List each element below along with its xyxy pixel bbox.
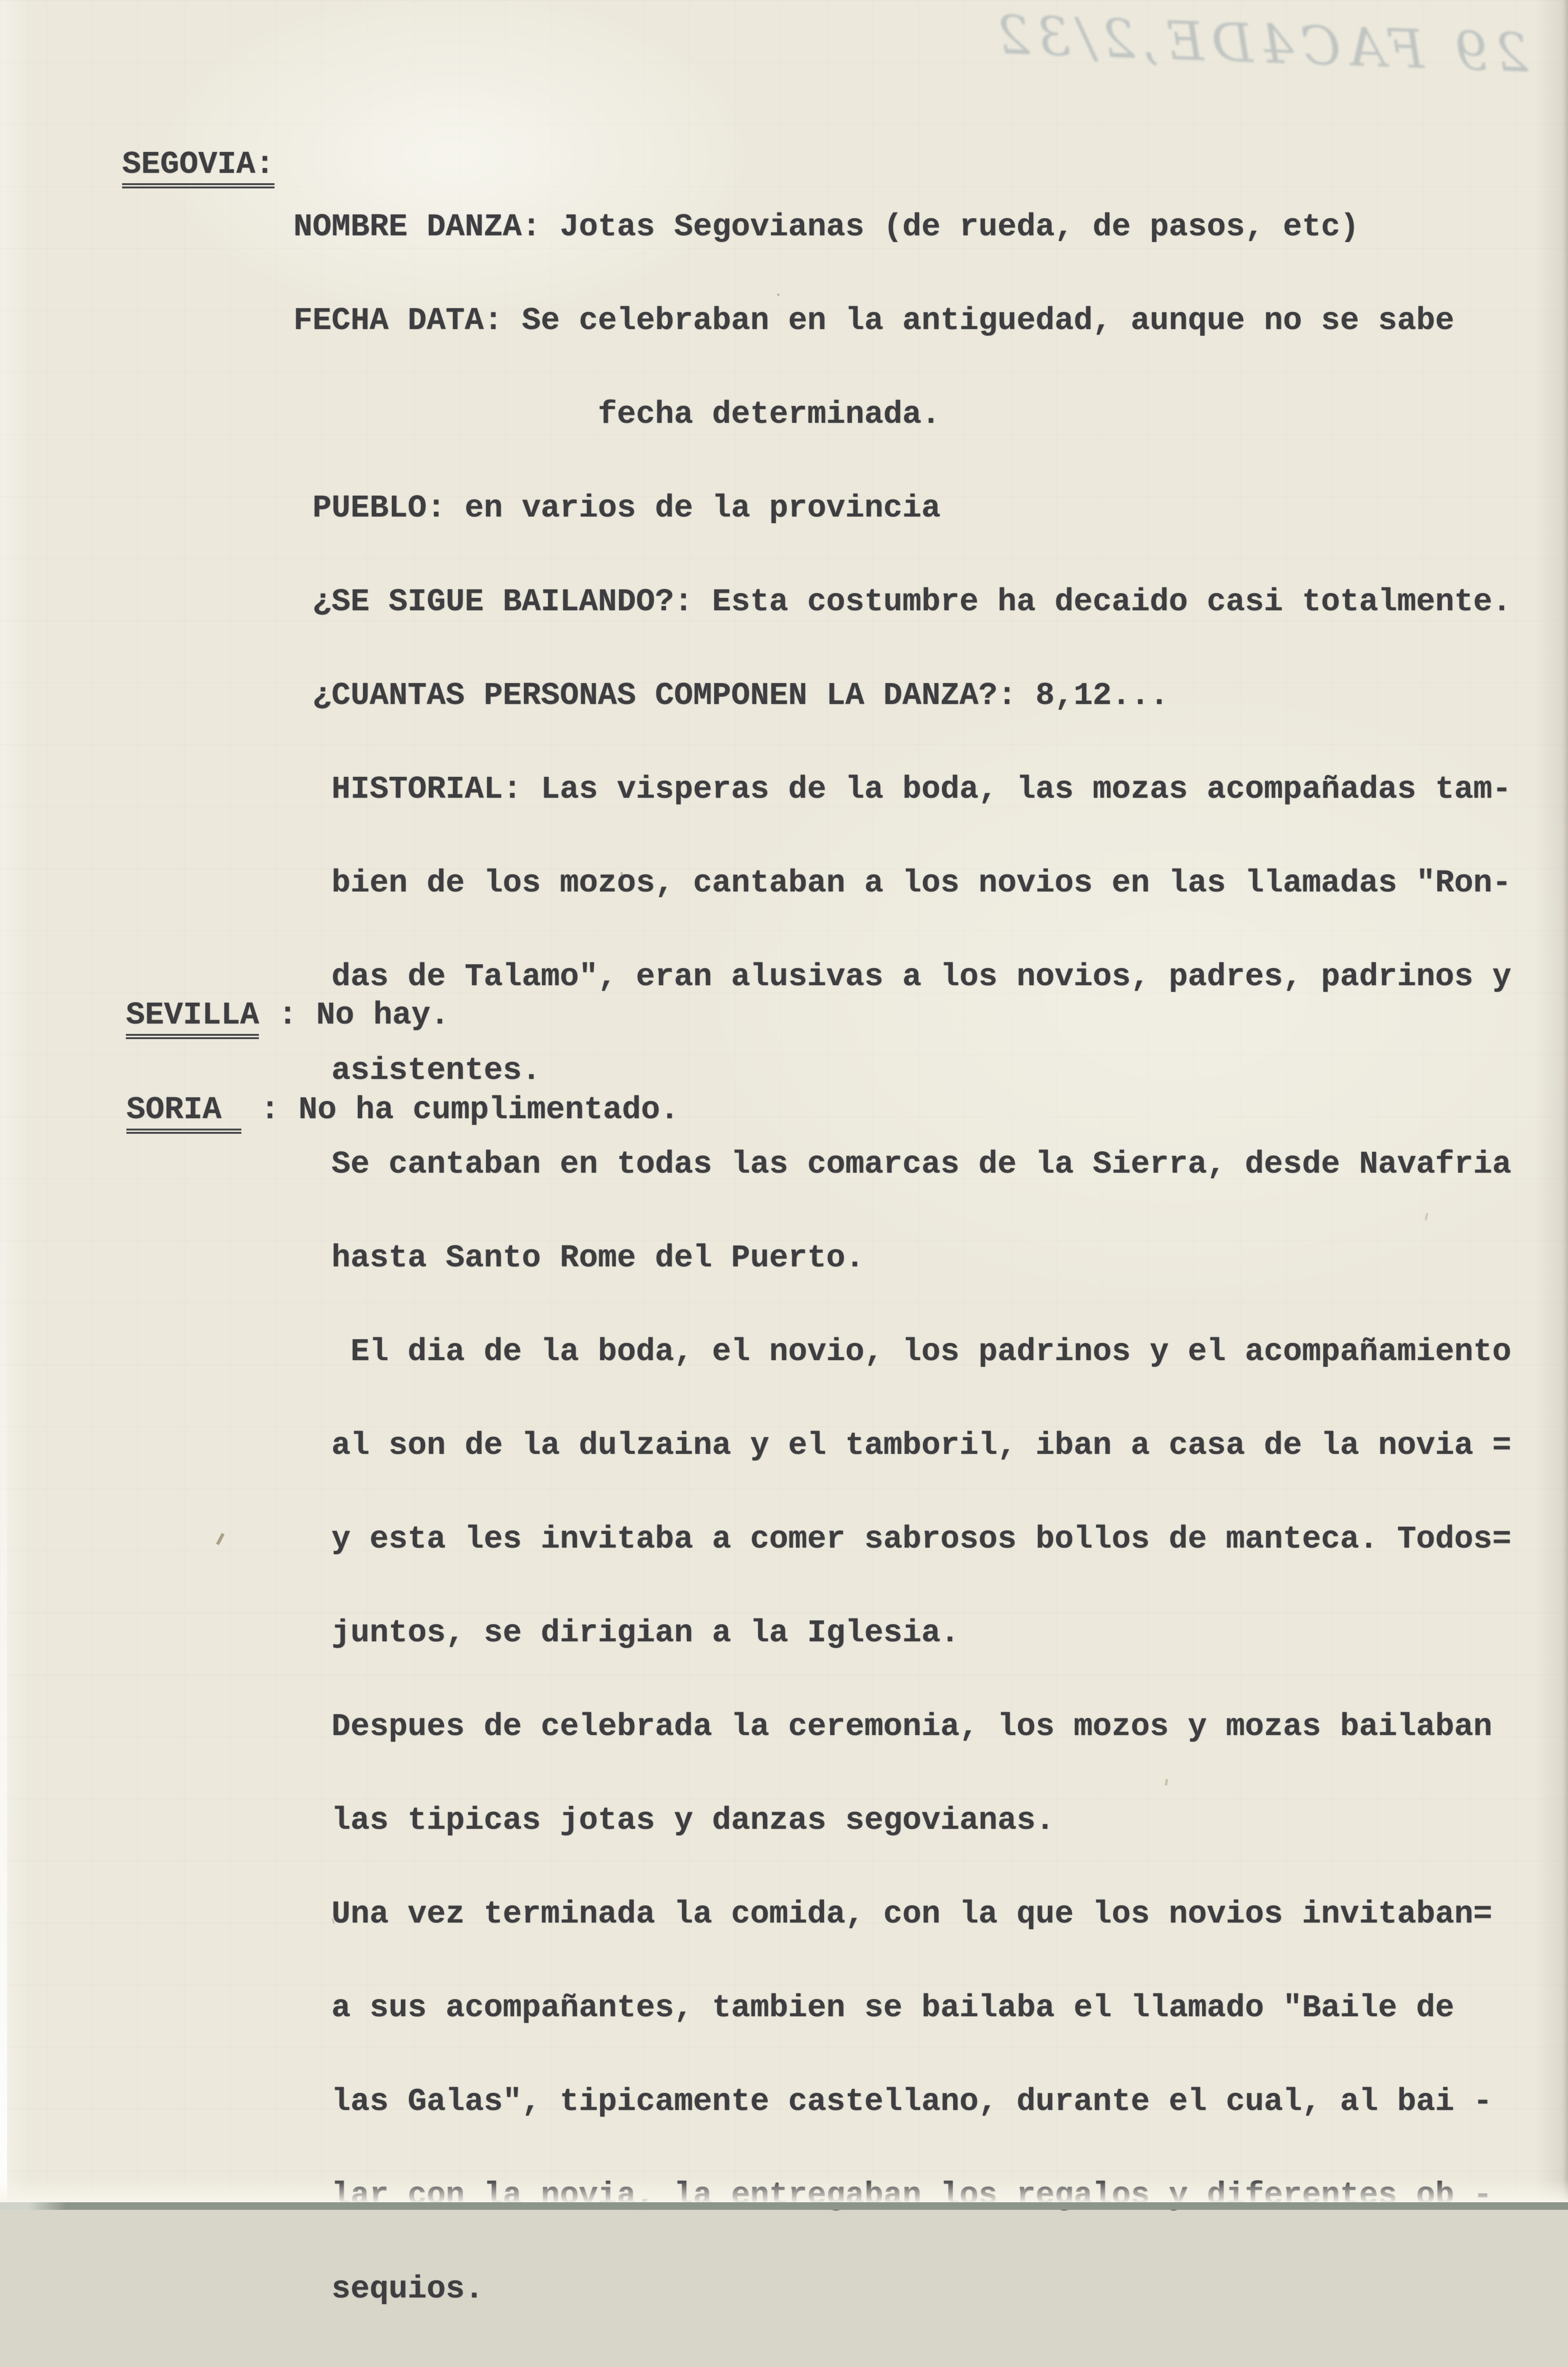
scan-bottom-edge: [0, 2202, 1568, 2210]
typewritten-line: las Galas", tipicamente castellano, durante el cual, al bai -: [293, 2086, 1511, 2118]
typewritten-line: las tipicas jotas y danzas segovianas.: [293, 1805, 1511, 1836]
typewritten-line: lar con la novia, la entregaban los regalos y diferentes ob -: [293, 2180, 1511, 2211]
typewritten-line: PUEBLO: en varios de la provincia: [293, 493, 1511, 524]
scan-right-edge-shadow: [1562, 0, 1568, 2210]
typewritten-line: HISTORIAL: Las visperas de la boda, las mozas acompañadas tam-: [293, 774, 1511, 805]
sevilla-entry-text: : No hay.: [259, 997, 449, 1033]
section-sevilla: [126, 1000, 450, 1031]
typewritten-line: ¿SE SIGUE BAILANDO?: Esta costumbre ha decaido casi totalmente.: [293, 587, 1511, 618]
typewritten-line: Una vez terminada la comida, con la que los novios invitaban=: [293, 1899, 1511, 1930]
section-soria: [126, 1095, 679, 1126]
soria-underlined-label: SORIA: [126, 1092, 241, 1134]
paper-speck: [777, 294, 780, 296]
soria-entry-text: : No ha cumplimentado.: [241, 1092, 679, 1128]
bleedthrough-pencil-annotation: 29 FAC4DE,2/32: [978, 0, 1530, 98]
typewritten-line: juntos, se dirigian a la Iglesia.: [293, 1618, 1511, 1649]
typewritten-line: Se cantaban en todas las comarcas de la Sierra, desde Navafria: [293, 1149, 1511, 1180]
typewritten-line: FECHA DATA: Se celebraban en la antiguedad, aunque no se sabe: [293, 305, 1511, 337]
typewritten-line: asistentes.: [293, 1055, 1511, 1086]
typewritten-line: El dia de la boda, el novio, los padrinos y el acompañamiento: [293, 1336, 1511, 1368]
section-heading-segovia: [122, 149, 275, 180]
segovia-section-body: [293, 149, 1511, 2367]
typewritten-line: bien de los mozos, cantaban a los novios en las llamadas "Ron-: [293, 868, 1511, 899]
segovia-underlined-label: SEGOVIA:: [122, 147, 275, 188]
paper-speck: [216, 1533, 224, 1545]
typewritten-line: al son de la dulzaina y el tamboril, iban a casa de la novia =: [293, 1430, 1511, 1461]
sevilla-underlined-label: SEVILLA: [126, 997, 259, 1039]
typewritten-line: fecha determinada.: [293, 399, 1511, 430]
typewritten-line: NOMBRE DANZA: Jotas Segovianas (de rueda, de pasos, etc): [293, 212, 1511, 243]
typewritten-line: y esta les invitaba a comer sabrosos bollos de manteca. Todos=: [293, 1524, 1511, 1555]
scan-bottom-edge-highlight: [0, 2180, 1568, 2202]
typewritten-line: sequios.: [293, 2274, 1511, 2305]
typewritten-line: ¿CUANTAS PERSONAS COMPONEN LA DANZA?: 8,12...: [293, 680, 1511, 712]
typewritten-line: das de Talamo", eran alusivas a los novios, padres, padrinos y: [293, 961, 1511, 993]
scan-left-edge-highlight: [0, 1215, 7, 2210]
typewritten-line: a sus acompañantes, tambien se bailaba el llamado "Baile de: [293, 1993, 1511, 2024]
typewritten-line: Despues de celebrada la ceremonia, los mozos y mozas bailaban: [293, 1711, 1511, 1743]
typewritten-line: hasta Santo Rome del Puerto.: [293, 1243, 1511, 1274]
